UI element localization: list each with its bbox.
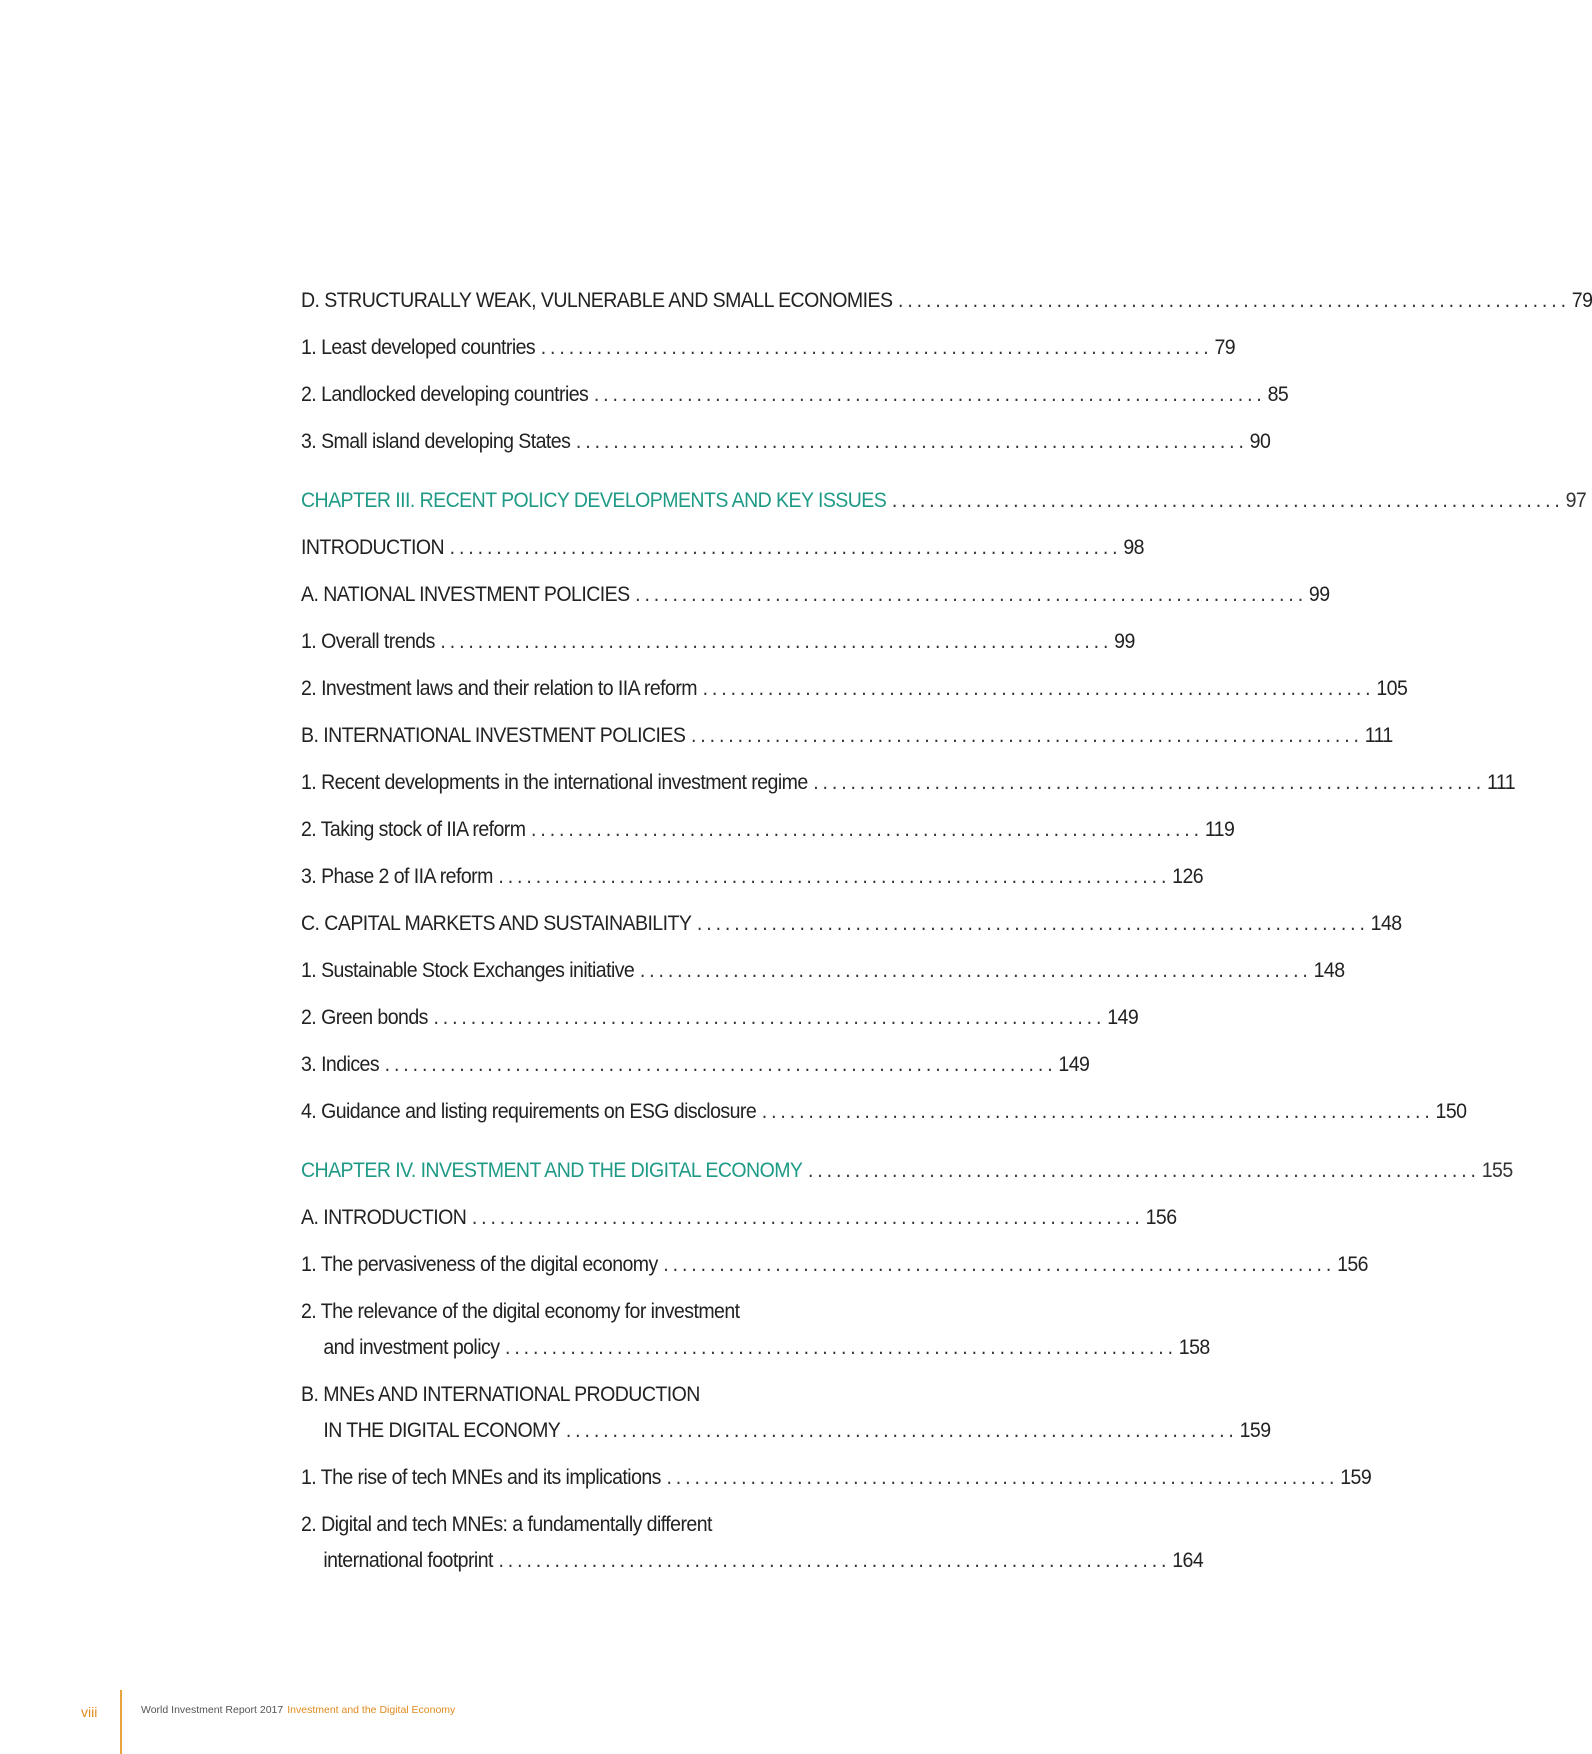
toc-entry-label: A. INTRODUCTION (301, 1206, 467, 1229)
toc-entry-label: INTRODUCTION (301, 536, 445, 559)
footer-page-number: viii (81, 1704, 98, 1720)
toc-entry-label-continued: and investment policy (323, 1336, 500, 1359)
footer-report-title (141, 1704, 455, 1716)
toc-entry-d2[interactable] (301, 382, 1289, 408)
leader-dots: ........................................................................ (666, 1466, 1339, 1489)
toc-entry-label: D. STRUCTURALLY WEAK, VULNERABLE AND SMALL ECONOMIES (301, 289, 893, 312)
leader-dots: ........................................................................ (696, 912, 1369, 935)
toc-page-number: 149 (1107, 1006, 1139, 1029)
toc-entry-b2[interactable] (301, 817, 1235, 843)
toc-entry-label: 1. Sustainable Stock Exchanges initiative (301, 959, 635, 982)
toc-entry-label: 1. Overall trends (301, 630, 435, 653)
report-subtitle: Investment and the Digital Economy (287, 1704, 456, 1716)
leader-dots: ........................................................................ (813, 771, 1486, 794)
toc-entry-label: C. CAPITAL MARKETS AND SUSTAINABILITY (301, 912, 692, 935)
leader-dots: ........................................................................ (635, 583, 1308, 606)
toc-page-number: 164 (1172, 1549, 1204, 1572)
toc-entry-b1[interactable] (301, 770, 1515, 796)
toc-entry-label: 1. The rise of tech MNEs and its implications (301, 1466, 661, 1489)
leader-dots: ........................................................................ (761, 1100, 1434, 1123)
toc-page-number: 158 (1178, 1336, 1210, 1359)
table-of-contents (301, 288, 1592, 1574)
toc-entry-iv-a2[interactable] (301, 1299, 1210, 1361)
leader-dots: ........................................................................ (471, 1206, 1144, 1229)
toc-entry-iv-a[interactable] (301, 1205, 1177, 1231)
toc-entry-c4[interactable] (301, 1099, 1467, 1125)
toc-page-number: 85 (1267, 383, 1289, 406)
footer-divider (120, 1690, 122, 1754)
toc-entry-label: B. INTERNATIONAL INVESTMENT POLICIES (301, 724, 686, 747)
toc-page-number: 105 (1376, 677, 1408, 700)
toc-entry-label: 2. Digital and tech MNEs: a fundamentally different (301, 1513, 712, 1536)
leader-dots: ........................................................................ (433, 1006, 1106, 1029)
toc-page-number: 79 (1571, 289, 1592, 312)
leader-dots: ........................................................................ (440, 630, 1113, 653)
toc-entry-c2[interactable] (301, 1005, 1139, 1031)
toc-entry-c1[interactable] (301, 958, 1345, 984)
toc-page-number: 111 (1364, 724, 1393, 747)
toc-entry-iv-b2[interactable] (301, 1512, 1204, 1574)
toc-entry-label: 2. The relevance of the digital economy for investment (301, 1300, 740, 1323)
toc-entry-label: 4. Guidance and listing requirements on ESG disclosure (301, 1100, 757, 1123)
toc-entry-iv-a1[interactable] (301, 1252, 1369, 1278)
toc-page-number: 159 (1340, 1466, 1372, 1489)
toc-chapter-title: CHAPTER III. RECENT POLICY DEVELOPMENTS AND KEY ISSUES (301, 489, 887, 512)
leader-dots: ........................................................................ (449, 536, 1122, 559)
toc-entry-label: 1. The pervasiveness of the digital economy (301, 1253, 658, 1276)
toc-chapter-title: CHAPTER IV. INVESTMENT AND THE DIGITAL ECONOMY (301, 1159, 803, 1182)
leader-dots: ........................................................................ (663, 1253, 1336, 1276)
leader-dots: ........................................................................ (639, 959, 1312, 982)
toc-page-number: 99 (1114, 630, 1135, 653)
toc-entry-d3[interactable] (301, 429, 1271, 455)
toc-page-number: 99 (1308, 583, 1330, 606)
toc-entry-iv-b[interactable] (301, 1382, 1271, 1444)
leader-dots: ........................................................................ (498, 865, 1171, 888)
toc-entry-label: B. MNEs AND INTERNATIONAL PRODUCTION (301, 1383, 700, 1406)
toc-entry-b[interactable] (301, 723, 1393, 749)
toc-page-number: 90 (1249, 430, 1271, 453)
toc-entry-label: 3. Indices (301, 1053, 380, 1076)
toc-chapter-iii[interactable] (301, 488, 1587, 514)
toc-entry-d1[interactable] (301, 335, 1236, 361)
toc-page-number: 156 (1145, 1206, 1177, 1229)
toc-entry-label: A. NATIONAL INVESTMENT POLICIES (301, 583, 630, 606)
toc-page-number: 155 (1481, 1159, 1513, 1182)
toc-page-number: 149 (1058, 1053, 1090, 1076)
toc-chapter-iv[interactable] (301, 1158, 1513, 1184)
toc-entry-a1[interactable] (301, 629, 1135, 655)
leader-dots: ........................................................................ (898, 289, 1570, 312)
leader-dots: ........................................................................ (565, 1419, 1238, 1442)
toc-page-number: 159 (1239, 1419, 1271, 1442)
toc-page-number: 97 (1565, 489, 1587, 512)
leader-dots: ........................................................................ (690, 724, 1363, 747)
page-footer (0, 1690, 1240, 1754)
toc-page-number: 150 (1435, 1100, 1467, 1123)
toc-entry-label: 2. Landlocked developing countries (301, 383, 589, 406)
leader-dots: ........................................................................ (807, 1159, 1480, 1182)
toc-page-number: 111 (1486, 771, 1515, 794)
leader-dots: ........................................................................ (531, 818, 1203, 841)
leader-dots: ........................................................................ (498, 1549, 1171, 1572)
toc-entry-label: 2. Taking stock of IIA reform (301, 818, 526, 841)
toc-entry-iv-b1[interactable] (301, 1465, 1372, 1491)
toc-entry-c3[interactable] (301, 1052, 1090, 1078)
leader-dots: ........................................................................ (384, 1053, 1057, 1076)
leader-dots: ........................................................................ (702, 677, 1375, 700)
toc-entry-label: 1. Recent developments in the international investment regime (301, 771, 808, 794)
report-title: World Investment Report 2017 (141, 1704, 284, 1716)
toc-entry-label-continued: international footprint (323, 1549, 493, 1572)
toc-entry-b3[interactable] (301, 864, 1204, 890)
toc-entry-label: 1. Least developed countries (301, 336, 536, 359)
leader-dots: ........................................................................ (540, 336, 1213, 359)
toc-entry-a2[interactable] (301, 676, 1408, 702)
toc-entry-d[interactable] (301, 288, 1592, 314)
toc-entry-c[interactable] (301, 911, 1402, 937)
toc-entry-introduction[interactable] (301, 535, 1145, 561)
toc-page-number: 148 (1313, 959, 1345, 982)
leader-dots: ........................................................................ (891, 489, 1564, 512)
toc-entry-label: 2. Green bonds (301, 1006, 428, 1029)
toc-entry-label-continued: IN THE DIGITAL ECONOMY (323, 1419, 561, 1442)
toc-entry-label: 2. Investment laws and their relation to IIA reform (301, 677, 698, 700)
toc-entry-a[interactable] (301, 582, 1330, 608)
leader-dots: ........................................................................ (504, 1336, 1177, 1359)
toc-entry-label: 3. Small island developing States (301, 430, 571, 453)
toc-page-number: 156 (1337, 1253, 1369, 1276)
toc-page-number: 126 (1172, 865, 1204, 888)
leader-dots: ........................................................................ (593, 383, 1266, 406)
toc-page-number: 119 (1204, 818, 1235, 841)
toc-page-number: 98 (1123, 536, 1145, 559)
toc-entry-label: 3. Phase 2 of IIA reform (301, 865, 493, 888)
leader-dots: ........................................................................ (575, 430, 1248, 453)
toc-page-number: 79 (1214, 336, 1236, 359)
toc-page-number: 148 (1370, 912, 1402, 935)
